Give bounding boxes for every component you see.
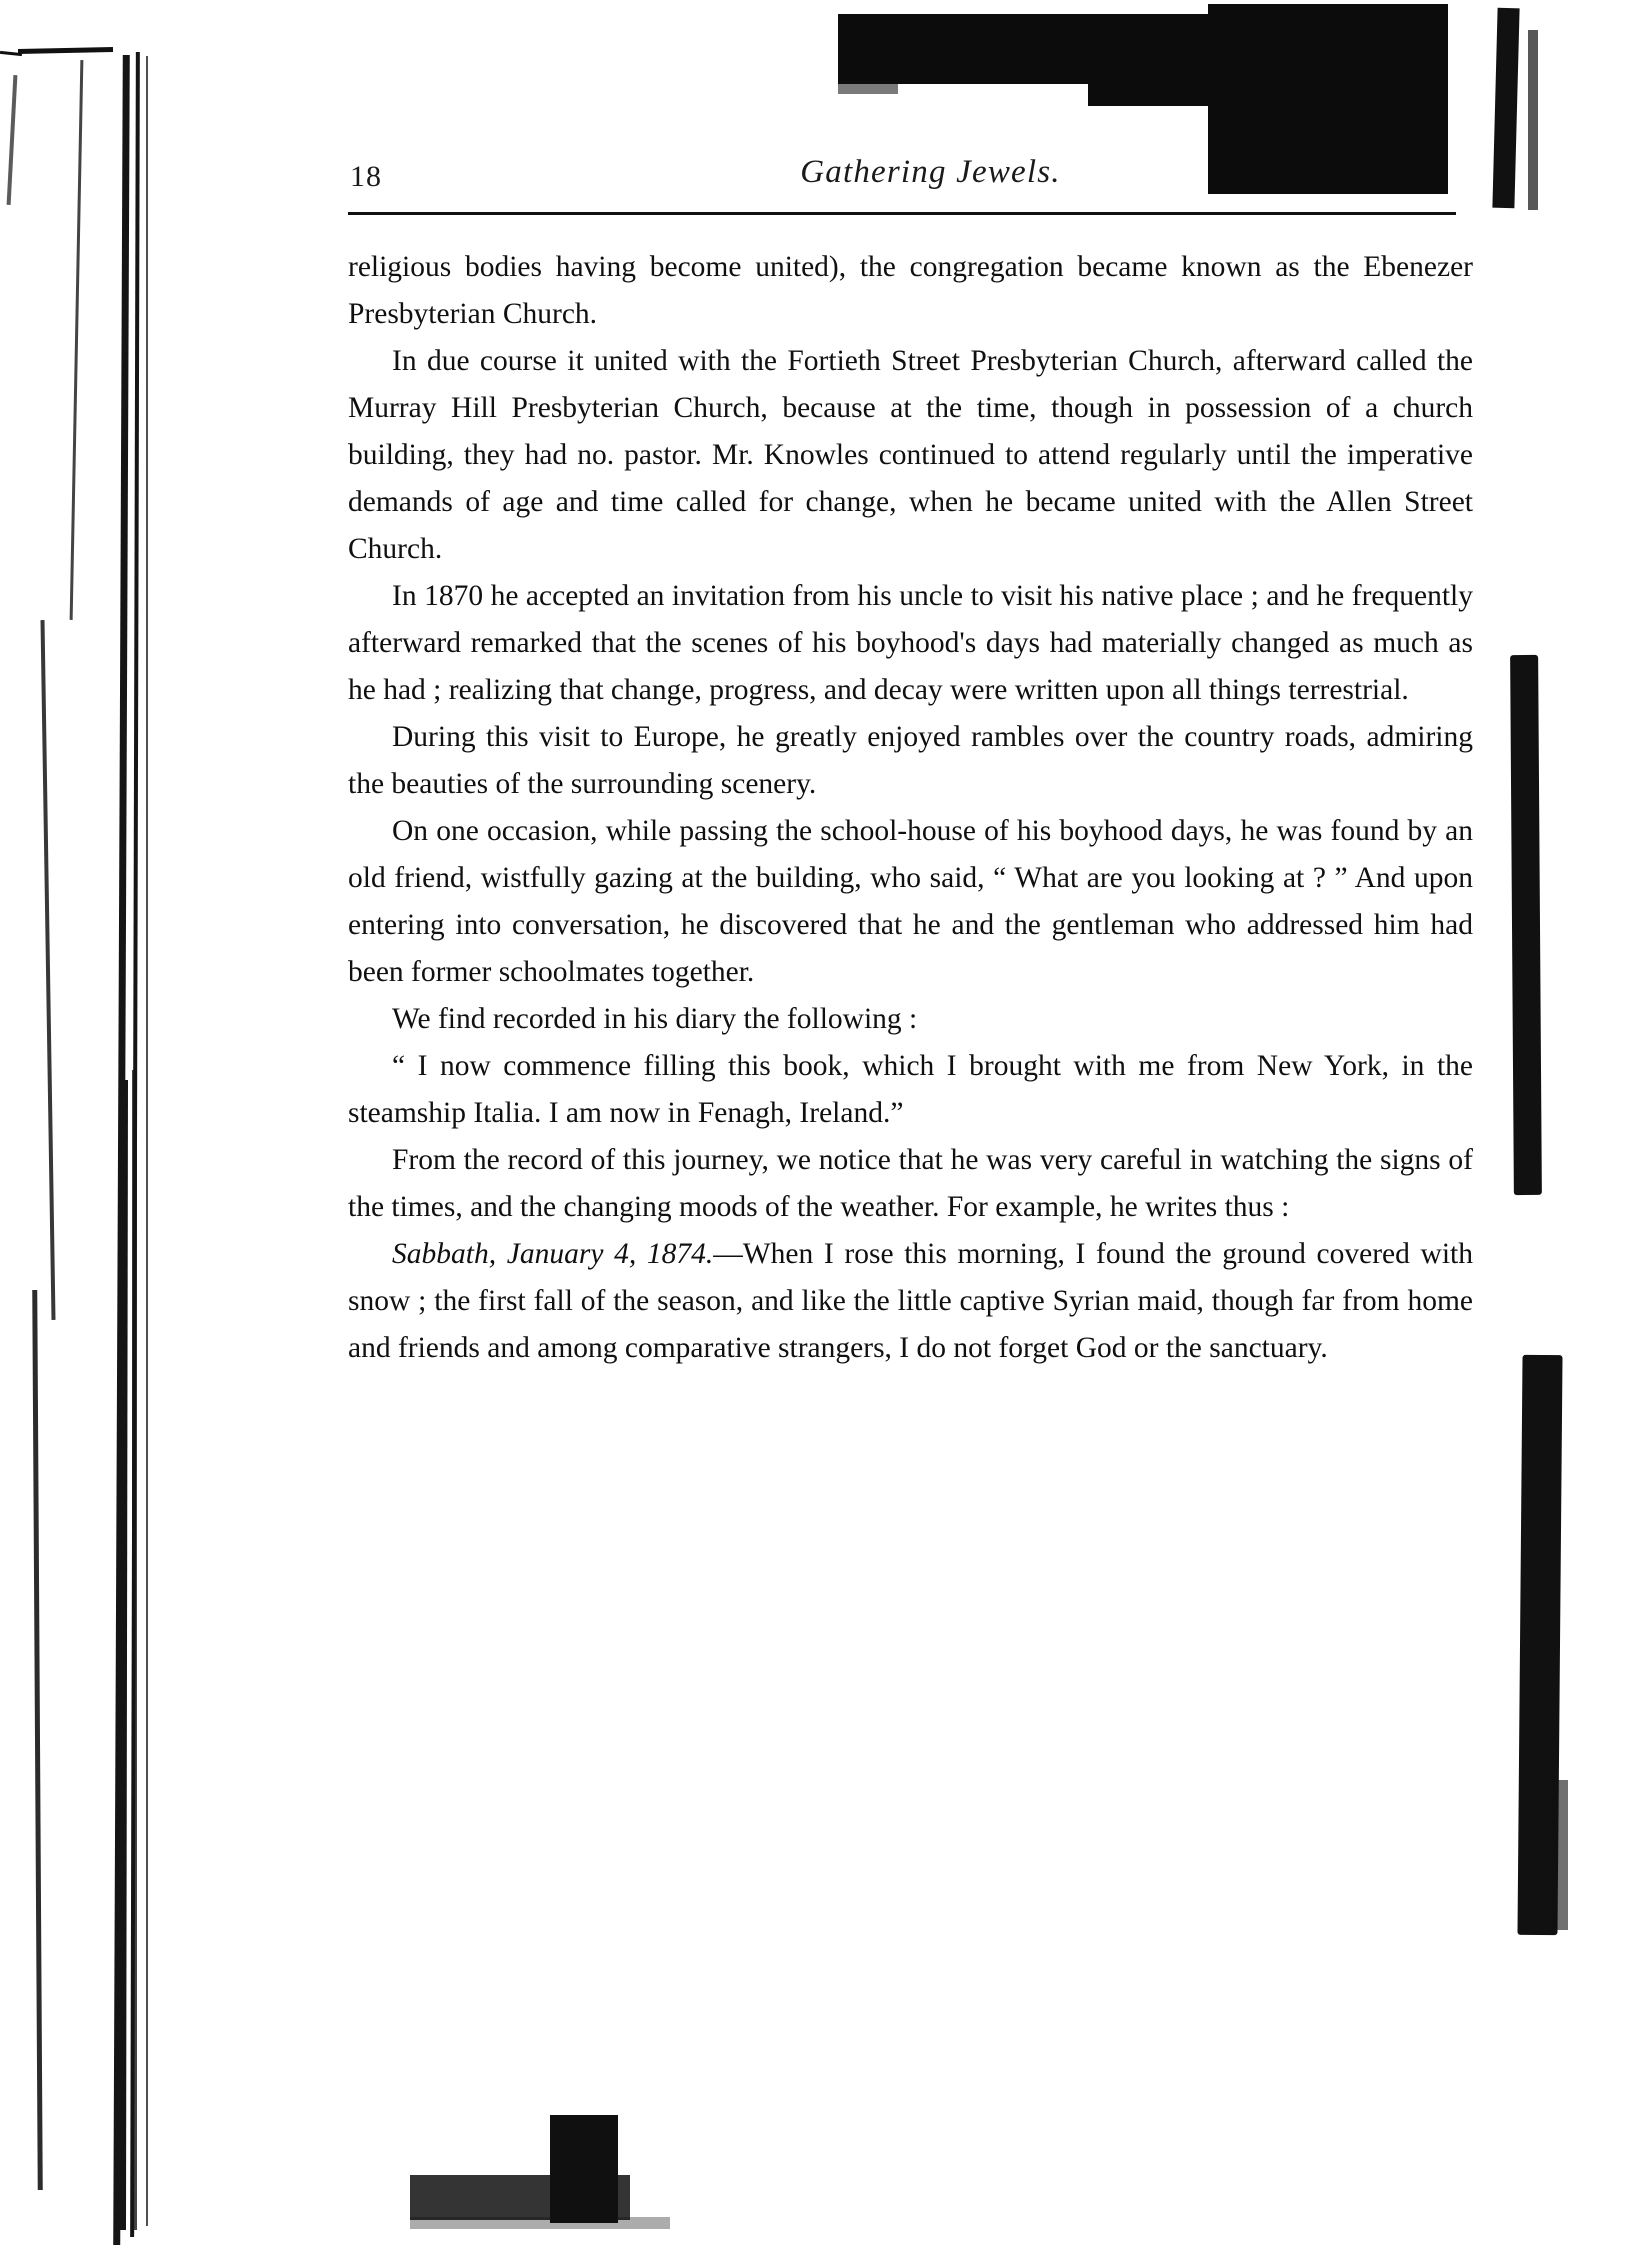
page-body (348, 244, 1473, 1372)
left-gutter-binding-lines (0, 0, 230, 2251)
right-edge-strip-3 (1510, 655, 1542, 1195)
right-edge-strip-5 (1552, 1780, 1568, 1930)
paragraph: religious bodies having become united), the congregation became known as the Ebenezer Presbyterian Church. (348, 251, 1473, 330)
right-edge-strip-2 (1528, 30, 1538, 210)
right-edge-strip-1 (1492, 8, 1519, 209)
top-right-ink-smudge (838, 4, 1488, 124)
bottom-center-ink-smudge (410, 2115, 690, 2245)
paragraph: We find recorded in his diary the following : (392, 1003, 918, 1035)
running-title: Gathering Jewels. (800, 154, 1061, 190)
paragraph: On one occasion, while passing the school-house of his boyhood days, he was found by an old friend, wistfully gazing at the building, who said, “ What are you looking at ? ” And upon entering into conversation, he discovered that he and the gentleman who addressed him had been former schoolmates together. (348, 815, 1473, 988)
paragraph: “ I now commence filling this book, which I brought with me from New York, in the steamship Italia. I am now in Fenagh, Ireland.” (348, 1050, 1473, 1129)
page-number: 18 (350, 160, 382, 193)
top-left-tear-mark (0, 40, 130, 80)
diary-entry-date: Sabbath, January 4, 1874. (392, 1238, 714, 1270)
page-header (348, 150, 1473, 214)
paragraph: During this visit to Europe, he greatly enjoyed rambles over the country roads, admiring the beauties of the surrounding scenery. (348, 721, 1473, 800)
right-edge-strip-4 (1517, 1355, 1562, 1935)
book-page (348, 150, 1473, 1372)
paragraph: In due course it united with the Fortieth Street Presbyterian Church, afterward called the Murray Hill Presbyterian Church, because at the time, though in possession of a church building, they had no. pastor. Mr. Knowles continued to attend regularly until the imperative demands of age and time called for change, when he became united with the Allen Street Church. (348, 345, 1473, 565)
header-rule (348, 212, 1456, 215)
paragraph: From the record of this journey, we notice that he was very careful in watching the signs of the times, and the changing moods of the weather. For example, he writes thus : (348, 1144, 1473, 1223)
diary-entry-paragraph (348, 1231, 1473, 1372)
diary-entry-text: —When I rose this morning, I found the ground covered with snow ; the first fall of the season, and like the little captive Syrian maid, though far from home and friends and among comparative strangers, I do not forget God or the sanctuary. (348, 1238, 1473, 1364)
paragraph: In 1870 he accepted an invitation from his uncle to visit his native place ; and he frequently afterward remarked that the scenes of his boyhood's days had materially changed as much as he had ; realizing that change, progress, and decay were written upon all things terrestrial. (348, 580, 1473, 706)
